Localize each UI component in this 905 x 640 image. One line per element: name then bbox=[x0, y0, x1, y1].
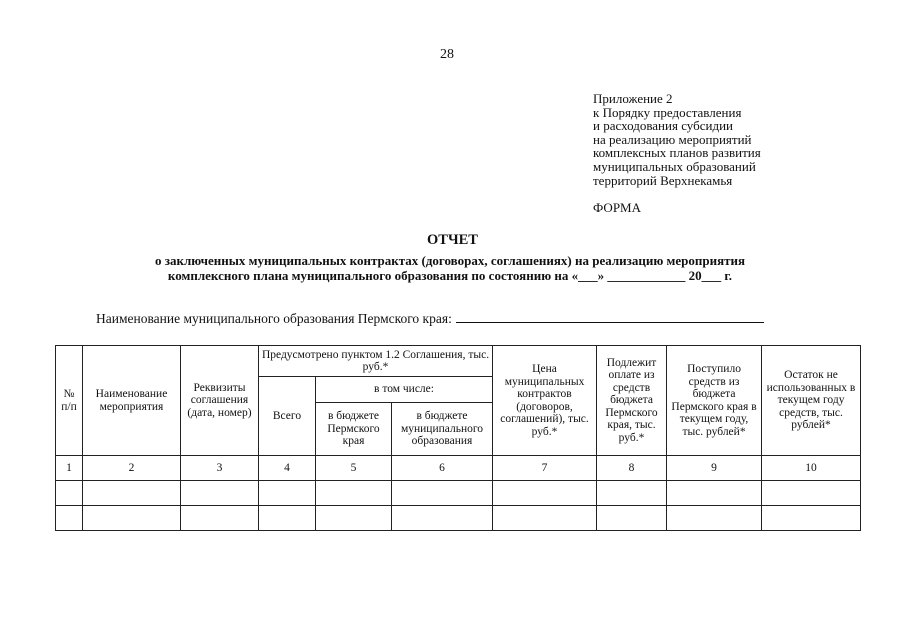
table-cell bbox=[316, 506, 392, 531]
municipality-row bbox=[96, 310, 764, 327]
appendix-line: и расходования субсидии bbox=[593, 118, 733, 134]
table-cell bbox=[493, 481, 597, 506]
header-num: № п/п bbox=[56, 346, 83, 456]
appendix-line: муниципальных образований bbox=[593, 158, 756, 174]
header-total: Всего bbox=[259, 377, 316, 456]
column-number: 4 bbox=[259, 456, 316, 481]
header-mun-budget: в бюджете муниципального образования bbox=[392, 403, 493, 456]
appendix-line: к Порядку предоставления bbox=[593, 104, 742, 120]
table-cell bbox=[259, 506, 316, 531]
table-cell bbox=[392, 506, 493, 531]
table-cell bbox=[259, 481, 316, 506]
column-number: 8 bbox=[597, 456, 667, 481]
column-number: 9 bbox=[667, 456, 762, 481]
appendix-line: территорий Верхнекамья bbox=[593, 172, 733, 188]
appendix-block bbox=[593, 92, 761, 187]
column-number: 2 bbox=[83, 456, 181, 481]
table-cell bbox=[316, 481, 392, 506]
header-remaining: Остаток не использованных в текущем году средств, тыс. рублей* bbox=[762, 346, 861, 456]
report-table bbox=[55, 345, 861, 531]
table-cell bbox=[762, 506, 861, 531]
header-name: Наименование мероприятия bbox=[83, 346, 181, 456]
header-received: Поступило средств из бюджета Пермского края в текущем году, тыс. рублей* bbox=[667, 346, 762, 456]
column-number: 5 bbox=[316, 456, 392, 481]
header-details: Реквизиты соглашения (дата, номер) bbox=[181, 346, 259, 456]
table-cell bbox=[667, 481, 762, 506]
form-label: ФОРМА bbox=[593, 200, 641, 215]
page-number: 28 bbox=[440, 47, 454, 62]
column-number: 6 bbox=[392, 456, 493, 481]
header-perm-budget: в бюджете Пермского края bbox=[316, 403, 392, 456]
table-cell bbox=[181, 506, 259, 531]
appendix-line: на реализацию мероприятий bbox=[593, 131, 752, 147]
table-cell bbox=[83, 506, 181, 531]
table-cell bbox=[392, 481, 493, 506]
column-number: 10 bbox=[762, 456, 861, 481]
header-planned: Предусмотрено пунктом 1.2 Соглашения, тыс. руб.* bbox=[259, 346, 493, 377]
table-row bbox=[56, 481, 861, 506]
header-contract-price: Цена муниципальных контрактов (договоров, соглашений), тыс. руб.* bbox=[493, 346, 597, 456]
table-cell bbox=[56, 506, 83, 531]
table-cell bbox=[493, 506, 597, 531]
column-number: 1 bbox=[56, 456, 83, 481]
report-title: ОТЧЕТ bbox=[427, 232, 478, 248]
table-cell bbox=[597, 481, 667, 506]
table-header-row bbox=[56, 346, 861, 377]
column-number: 3 bbox=[181, 456, 259, 481]
appendix-line: Приложение 2 bbox=[593, 91, 673, 106]
report-subtitle bbox=[100, 253, 800, 283]
table-cell bbox=[83, 481, 181, 506]
header-to-pay: Подлежит оплате из средств бюджета Пермского края, тыс. руб.* bbox=[597, 346, 667, 456]
column-number: 7 bbox=[493, 456, 597, 481]
report-subtitle-line: о заключенных муниципальных контрактах (договорах, соглашениях) на реализацию мероприятия bbox=[154, 253, 746, 268]
table-cell bbox=[667, 506, 762, 531]
table-cell bbox=[762, 481, 861, 506]
header-including: в том числе: bbox=[316, 377, 493, 403]
table-cell bbox=[181, 481, 259, 506]
table-row bbox=[56, 506, 861, 531]
municipality-label: Наименование муниципального образования Пермского края: bbox=[96, 311, 452, 326]
table-cell bbox=[597, 506, 667, 531]
municipality-blank-line bbox=[456, 310, 764, 323]
table-cell bbox=[56, 481, 83, 506]
appendix-line: комплексных планов развития bbox=[593, 145, 761, 161]
column-number-row bbox=[56, 456, 861, 481]
report-subtitle-line: комплексного плана муниципального образования по состоянию на «___» ____________ 20___ г. bbox=[167, 268, 733, 283]
